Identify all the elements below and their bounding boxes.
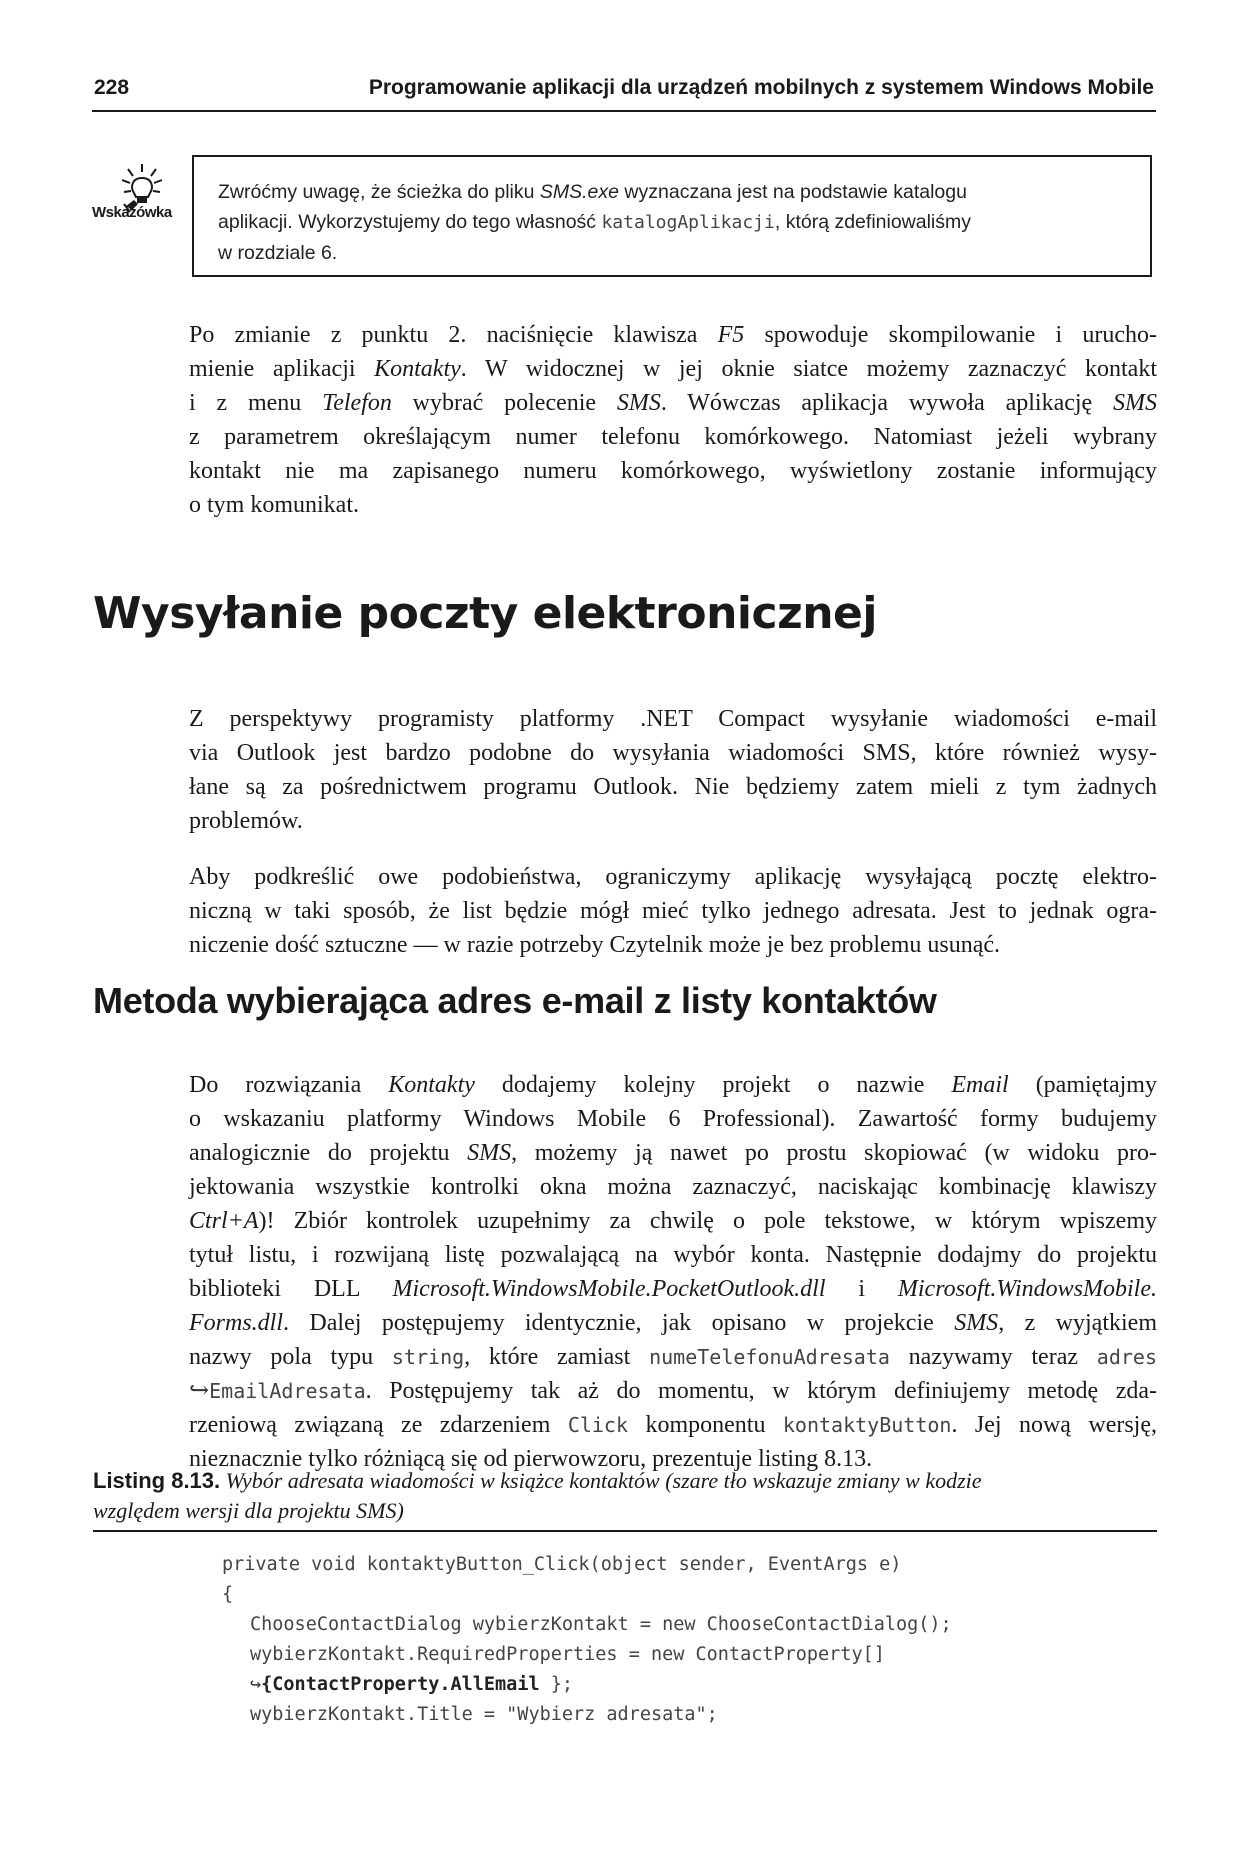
tip-text: wyznaczana jest na podstawie katalogu bbox=[619, 181, 967, 203]
text: . Wówczas aplikacja wywoła aplikację bbox=[660, 390, 1114, 416]
text-line: o tym komunikat. bbox=[189, 492, 359, 518]
text-line bbox=[189, 352, 1157, 386]
code-line: ChooseContactDialog wybierzKontakt = new ChooseContactDialog(); bbox=[250, 1614, 952, 1635]
project-name: SMS bbox=[954, 1310, 999, 1336]
text: nazywamy teraz bbox=[889, 1344, 1097, 1370]
app-name: SMS bbox=[1113, 390, 1158, 416]
text: . Dalej postępujemy identycznie, jak opisano w projekcie bbox=[283, 1310, 955, 1336]
tip-filename: SMS.exe bbox=[539, 181, 619, 203]
project-name: Email bbox=[951, 1072, 1009, 1098]
tip-line bbox=[218, 207, 1126, 238]
text: , z wyjątkiem bbox=[998, 1310, 1157, 1336]
tip-box bbox=[192, 155, 1152, 277]
text-line bbox=[189, 1204, 1157, 1238]
text-line: nieznacznie tylko różniącą się od pierwowzoru, prezentuje listing 8.13. bbox=[189, 1446, 873, 1472]
text: komponentu bbox=[628, 1412, 783, 1438]
text: mienie aplikacji bbox=[189, 356, 375, 382]
text-line: o wskazaniu platformy Windows Mobile 6 Professional). Zawartość formy budujemy bbox=[189, 1106, 1157, 1132]
code-highlight: {ContactProperty.AllEmail bbox=[261, 1674, 540, 1695]
tip-line bbox=[218, 177, 1126, 207]
text: (pamiętajmy bbox=[1008, 1072, 1157, 1098]
key-name: F5 bbox=[717, 322, 745, 348]
text-line bbox=[189, 1340, 1157, 1374]
text-line: kontakt nie ma zapisanego numeru komórkowego, wyświetlony zostanie informujący bbox=[189, 458, 1157, 484]
text-line bbox=[189, 1272, 1157, 1306]
caption-line: względem wersji dla projektu SMS) bbox=[93, 1498, 404, 1523]
library-name: Microsoft.WindowsMobile. bbox=[897, 1276, 1157, 1302]
listing-caption bbox=[93, 1466, 1157, 1532]
text-line: niczną w taki sposób, że list będzie mógł mieć tylko jednego adresata. Jest to jednak ogra- bbox=[189, 898, 1157, 924]
tip-text: aplikacji. Wykorzystujemy do tego własność bbox=[218, 211, 602, 233]
text: . Postępujemy tak aż do momentu, w którym definiujemy metodę zda- bbox=[365, 1378, 1157, 1404]
text-line: Aby podkreślić owe podobieństwa, ograniczymy aplikację wysyłającą pocztę elektro- bbox=[189, 864, 1157, 890]
text: Po zmianie z punktu 2. naciśnięcie klawisza bbox=[189, 322, 718, 348]
text: i z menu bbox=[189, 390, 323, 416]
code-line: private void kontaktyButton_Click(object sender, EventArgs e) bbox=[222, 1554, 902, 1575]
library-name: Forms.dll bbox=[189, 1310, 284, 1336]
text-line: niczenie dość sztuczne — w razie potrzeby Czytelnik może je bez problemu usunąć. bbox=[189, 932, 1001, 958]
text-line bbox=[189, 1374, 1157, 1408]
text: i bbox=[825, 1276, 898, 1302]
inline-code: EmailAdresata bbox=[209, 1379, 366, 1403]
command-name: SMS bbox=[616, 390, 661, 416]
code-text: }; bbox=[539, 1674, 574, 1695]
text-line: jektowania wszystkie kontrolki okna można zaznaczyć, naciskając kombinację klawiszy bbox=[189, 1174, 1157, 1200]
subsection-heading: Metoda wybierająca adres e-mail z listy kontaktów bbox=[93, 980, 937, 1021]
text: . W widocznej w jej oknie siatce możemy zaznaczyć kontakt bbox=[460, 356, 1157, 382]
text: dodajemy kolejny projekt o nazwie bbox=[474, 1072, 952, 1098]
app-name: Kontakty bbox=[374, 356, 461, 382]
text: nazwy pola typu bbox=[189, 1344, 392, 1370]
text: spowoduje skompilowanie i urucho- bbox=[744, 322, 1158, 348]
library-name: Microsoft.WindowsMobile.PocketOutlook.dll bbox=[392, 1276, 826, 1302]
text: analogicznie do projektu bbox=[189, 1140, 468, 1166]
inline-code: numeTelefonuAdresata bbox=[649, 1345, 890, 1369]
text-line bbox=[189, 1408, 1157, 1442]
text-line: Z perspektywy programisty platformy .NET Compact wysyłanie wiadomości e-mail bbox=[189, 706, 1157, 732]
text-line: problemów. bbox=[189, 808, 303, 834]
text-line bbox=[189, 1306, 1157, 1340]
running-header bbox=[92, 76, 1156, 112]
text: wybrać polecenie bbox=[391, 390, 617, 416]
tip-text: Zwróćmy uwagę, że ścieżka do pliku bbox=[218, 181, 540, 203]
text: , możemy ją nawet po prostu skopiować (w widoku pro- bbox=[511, 1140, 1158, 1166]
text: biblioteki DLL bbox=[189, 1276, 393, 1302]
text-line bbox=[189, 1068, 1157, 1102]
text: rzeniową związaną ze zdarzeniem bbox=[189, 1412, 568, 1438]
page-number: 228 bbox=[94, 76, 130, 99]
line-continuation-icon: ↪ bbox=[189, 1378, 210, 1404]
code-line: wybierzKontakt.RequiredProperties = new ContactProperty[] bbox=[250, 1644, 885, 1665]
code-line bbox=[222, 1670, 1152, 1700]
text-line bbox=[189, 1136, 1157, 1170]
text: )! Zbiór kontrolek uzupełnimy za chwilę o pole tekstowe, w którym wpiszemy bbox=[258, 1208, 1157, 1234]
text-line: tytuł listu, i rozwijaną listę pozwalającą na wybór konta. Następnie dodajmy do projektu bbox=[189, 1242, 1157, 1268]
code-line: wybierzKontakt.Title = "Wybierz adresata"; bbox=[250, 1704, 718, 1725]
listing-label: Listing 8.13. bbox=[93, 1468, 221, 1493]
menu-name: Telefon bbox=[322, 390, 392, 416]
text-line bbox=[189, 318, 1157, 352]
code-listing bbox=[222, 1550, 1152, 1730]
book-title: Programowanie aplikacji dla urządzeń mobilnych z systemem Windows Mobile bbox=[368, 76, 1154, 99]
inline-code: kontaktyButton bbox=[782, 1413, 952, 1437]
caption-text: Wybór adresata wiadomości w książce kontaktów (szare tło wskazuje zmiany w kodzie bbox=[220, 1468, 982, 1493]
paragraph-4 bbox=[189, 1068, 1157, 1476]
tip-label: Wskazówka bbox=[92, 204, 172, 221]
tip-code: katalogAplikacji bbox=[601, 212, 775, 233]
text: , które zamiast bbox=[464, 1344, 650, 1370]
inline-code: adres bbox=[1096, 1345, 1157, 1369]
inline-code: string bbox=[391, 1345, 465, 1369]
caption-line bbox=[93, 1466, 1157, 1496]
line-continuation-icon: ↪ bbox=[250, 1674, 262, 1695]
text: Do rozwiązania bbox=[189, 1072, 389, 1098]
code-line: { bbox=[222, 1584, 234, 1605]
project-name: SMS bbox=[467, 1140, 512, 1166]
tip-text: , którą zdefiniowaliśmy bbox=[774, 211, 972, 233]
key-combination: Ctrl+A bbox=[189, 1208, 259, 1234]
paragraph-2 bbox=[189, 702, 1157, 838]
text-line: via Outlook jest bardzo podobne do wysyłania wiadomości SMS, które również wysy- bbox=[189, 740, 1157, 766]
paragraph-3 bbox=[189, 860, 1157, 962]
inline-code: Click bbox=[567, 1413, 629, 1437]
paragraph-1 bbox=[189, 318, 1157, 522]
text-line: łane są za pośrednictwem programu Outlook. Nie będziemy zatem mieli z tym żadnych bbox=[189, 774, 1157, 800]
section-heading: Wysyłanie poczty elektronicznej bbox=[93, 588, 877, 639]
text-line bbox=[189, 386, 1157, 420]
text: . Jej nową wersję, bbox=[951, 1412, 1158, 1438]
project-name: Kontakty bbox=[388, 1072, 475, 1098]
text-line: z parametrem określającym numer telefonu komórkowego. Natomiast jeżeli wybrany bbox=[189, 424, 1157, 450]
tip-line: w rozdziale 6. bbox=[218, 242, 338, 264]
